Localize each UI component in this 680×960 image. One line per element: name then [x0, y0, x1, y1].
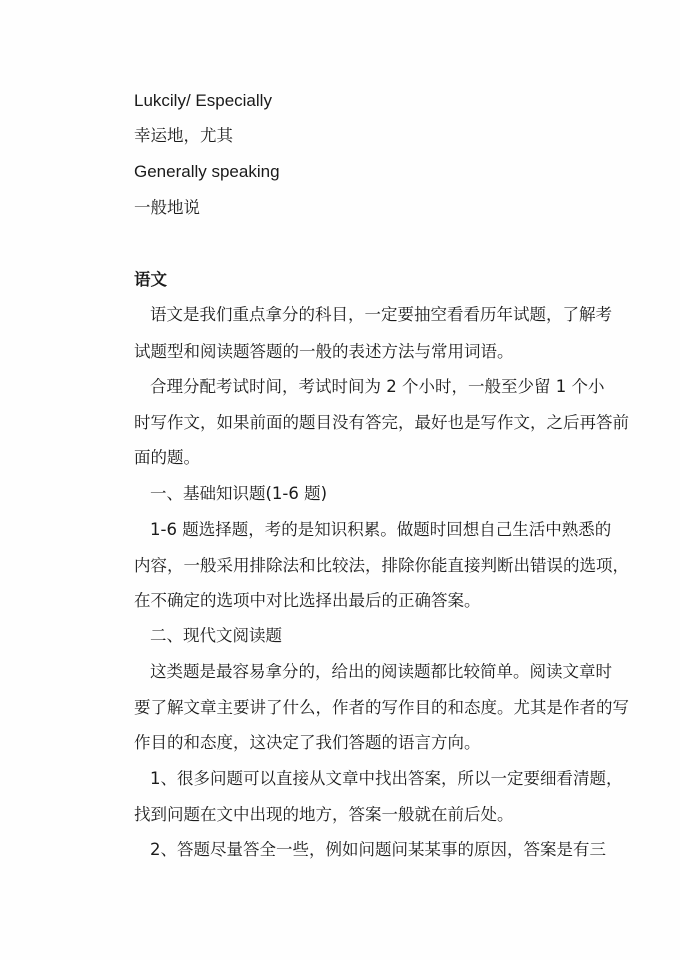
vocab-chinese-1: 幸运地，尤其	[134, 126, 233, 145]
subsection-heading: 二、现代文阅读题	[150, 626, 282, 645]
paragraph-line: 1、很多问题可以直接从文章中找出答案，所以一定要细看清题，	[150, 769, 623, 788]
subsection-heading: 一、基础知识题(1-6 题)	[150, 484, 328, 503]
vocab-english-2: Generally speaking	[134, 162, 280, 181]
vocab-english-1: Lukcily/ Especially	[134, 91, 272, 110]
paragraph-line: 面的题。	[134, 448, 200, 467]
paragraph-line: 时写作文，如果前面的题目没有答完，最好也是写作文，之后再答前	[134, 413, 629, 432]
vocab-chinese-2: 一般地说	[134, 198, 200, 217]
paragraph-line: 在不确定的选项中对比选择出最后的正确答案。	[134, 591, 481, 610]
paragraph-line: 2、答题尽量答全一些，例如问题问某某事的原因，答案是有三	[150, 840, 606, 859]
paragraph-line: 要了解文章主要讲了什么，作者的写作目的和态度。尤其是作者的写	[134, 698, 629, 717]
paragraph-line: 语文是我们重点拿分的科目，一定要抽空看看历年试题，了解考	[150, 305, 612, 324]
section-title: 语文	[134, 270, 167, 289]
paragraph-line: 1-6 题选择题，考的是知识积累。做题时回想自己生活中熟悉的	[150, 520, 612, 539]
paragraph-line: 试题型和阅读题答题的一般的表述方法与常用词语。	[134, 342, 514, 361]
paragraph-line: 这类题是最容易拿分的，给出的阅读题都比较简单。阅读文章时	[150, 662, 612, 681]
paragraph-line: 内容，一般采用排除法和比较法，排除你能直接判断出错误的选项，	[134, 556, 629, 575]
paragraph-line: 合理分配考试时间，考试时间为 2 个小时，一般至少留 1 个小	[150, 377, 605, 396]
paragraph-line: 作目的和态度，这决定了我们答题的语言方向。	[134, 733, 481, 752]
paragraph-line: 找到问题在文中出现的地方，答案一般就在前后处。	[134, 805, 514, 824]
